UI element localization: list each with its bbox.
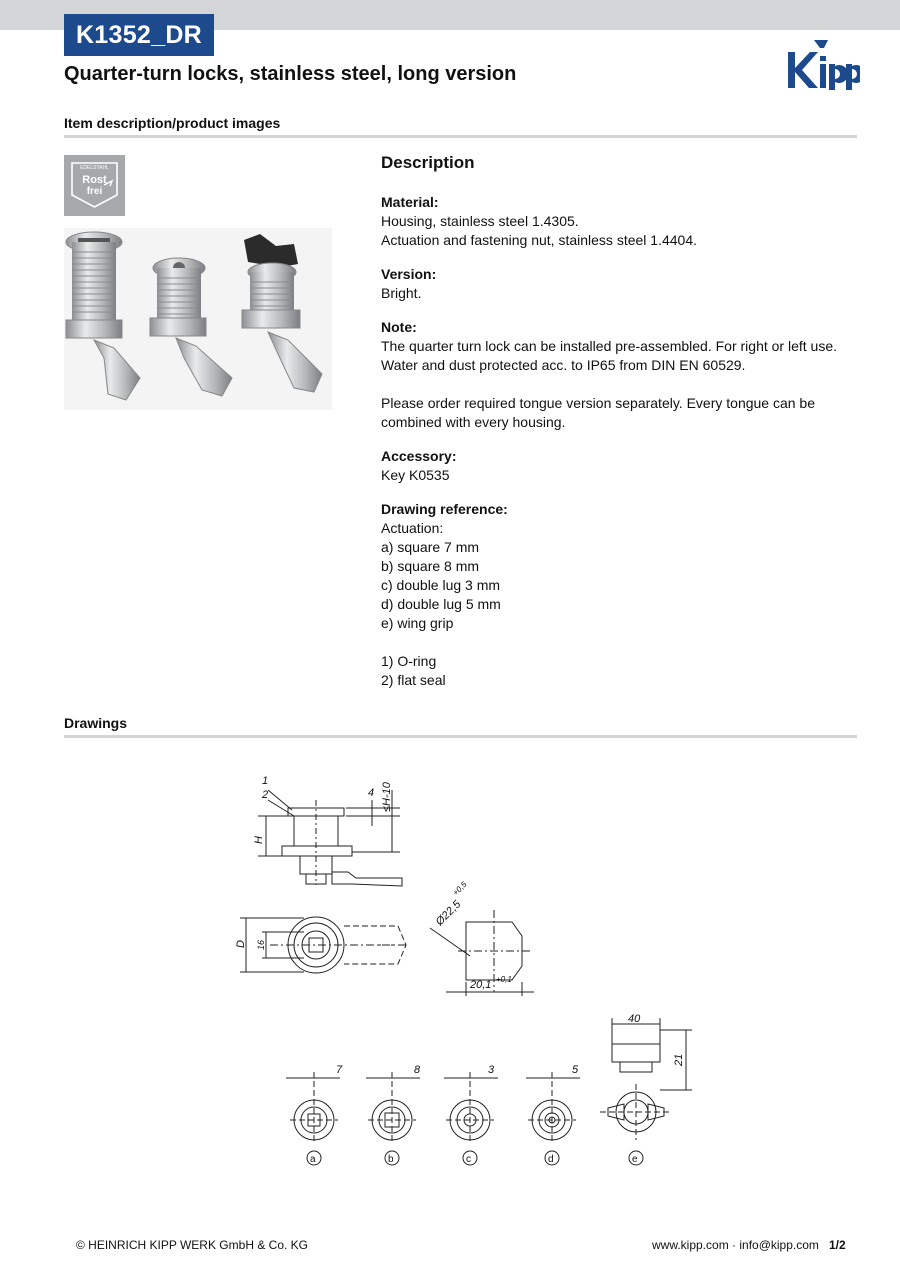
svg-text:40: 40 <box>628 1013 641 1025</box>
svg-text:20,1: 20,1 <box>470 979 492 991</box>
version-block: Version: Bright. <box>381 266 437 301</box>
drawings-section-heading: Drawings <box>64 715 128 731</box>
product-code: K1352_DR <box>64 14 214 56</box>
kipp-logo <box>784 38 860 92</box>
svg-text:+0,1: +0,1 <box>496 975 512 984</box>
seal-item: 1) O-ring <box>381 653 437 669</box>
svg-text:D: D <box>235 940 247 948</box>
actuation-item: b) square 8 mm <box>381 558 480 574</box>
svg-text:16: 16 <box>256 939 266 950</box>
actuation-item: d) double lug 5 mm <box>381 596 501 612</box>
description-panel <box>381 152 861 705</box>
svg-text:EDELSTAHL: EDELSTAHL <box>80 165 109 171</box>
svg-text:e: e <box>632 1154 638 1165</box>
svg-text:a: a <box>310 1154 316 1165</box>
svg-text:21: 21 <box>673 1053 685 1066</box>
actuation-item: e) wing grip <box>381 615 454 631</box>
svg-text:≤H-10: ≤H-10 <box>381 782 393 812</box>
item-section-heading: Item description/product images <box>64 115 281 131</box>
svg-text:2: 2 <box>262 789 269 801</box>
svg-text:H: H <box>253 836 265 844</box>
seal-item: 2) flat seal <box>381 672 446 688</box>
svg-text:+0,5: +0,5 <box>451 879 469 898</box>
svg-text:5: 5 <box>572 1064 579 1076</box>
svg-text:4: 4 <box>368 787 375 799</box>
footer-copyright: © HEINRICH KIPP WERK GmbH & Co. KG <box>76 1238 308 1252</box>
technical-drawing <box>230 760 700 1170</box>
page-number: 1/2 <box>829 1238 846 1252</box>
svg-text:8: 8 <box>414 1064 421 1076</box>
footer-contact: www.kipp.com · info@kipp.com <box>652 1238 819 1252</box>
svg-text:c: c <box>466 1154 471 1165</box>
svg-text:b: b <box>388 1154 394 1165</box>
section-divider <box>64 135 857 138</box>
section-divider <box>64 735 857 738</box>
svg-text:3: 3 <box>488 1064 495 1076</box>
svg-text:Ø22,5: Ø22,5 <box>433 898 464 929</box>
svg-text:Rost: Rost <box>82 174 107 186</box>
stainless-steel-badge <box>64 155 125 216</box>
description-title: Description <box>381 153 475 172</box>
product-photo <box>64 228 332 410</box>
note-block: Note: The quarter turn lock can be installed pre-assembled. For right or left use. Water and dust protected acc. to IP65 from DIN EN 60529. Please order required tongue version separately. Every tongue can be combined with every housing. <box>381 319 837 430</box>
actuation-item: a) square 7 mm <box>381 539 480 555</box>
page-title: Quarter-turn locks, stainless steel, long version <box>64 63 517 85</box>
svg-text:1: 1 <box>262 775 269 787</box>
svg-text:7: 7 <box>336 1064 343 1076</box>
accessory-block: Accessory: Key K0535 <box>381 448 457 483</box>
svg-text:frei: frei <box>86 186 103 197</box>
material-block: Material: Housing, stainless steel 1.4305. Actuation and fastening nut, stainless steel 1.4404. <box>381 194 697 248</box>
drawing-reference-block: Drawing reference: Actuation: a) square 7 mm b) square 8 mm c) double lug 3 mm d) double lug 5 mm e) wing grip 1) O-ring 2) flat seal <box>381 500 861 690</box>
actuation-item: c) double lug 3 mm <box>381 577 501 593</box>
svg-text:d: d <box>548 1154 554 1165</box>
